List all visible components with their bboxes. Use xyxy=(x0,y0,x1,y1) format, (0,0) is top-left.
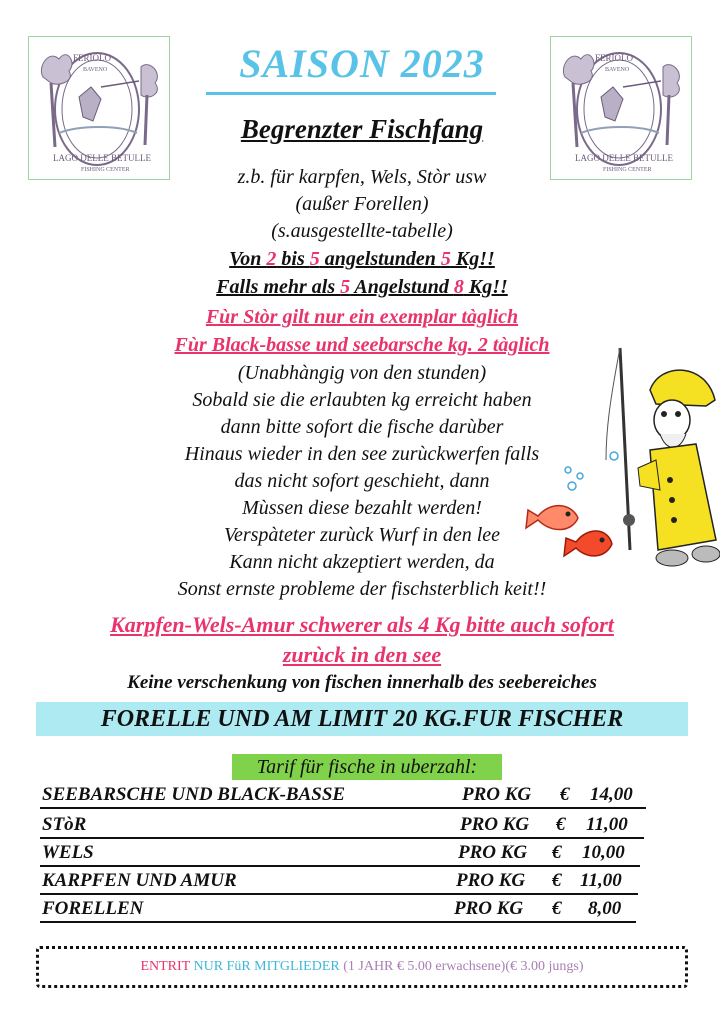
rule-5-text-c: Angelstund xyxy=(350,276,454,298)
fish-icon xyxy=(564,531,612,556)
row-divider xyxy=(40,807,646,809)
rule-line-7: Fùr Black-basse und seebarsche kg. 2 tàglich xyxy=(174,334,550,356)
rule-line-16: Sonst ernste probleme der fischsterblich keit!! xyxy=(177,578,547,600)
limit-banner: FORELLE UND AM LIMIT 20 KG.FUR FISCHER xyxy=(36,702,688,736)
rain-hat-icon xyxy=(650,370,715,406)
footer-members-only: NUR FüR MITGLIEDER xyxy=(189,959,340,974)
fish-icon xyxy=(526,506,578,530)
rule-line-8: (Unabhàngig von den stunden) xyxy=(237,362,487,384)
rule-line-13: Mùssen diese bezahlt werden! xyxy=(242,497,482,519)
rule-line-9: Sobald sie die erlaubten kg erreicht haben xyxy=(192,389,532,411)
price-row-unit: PRO KG xyxy=(460,814,530,835)
rule-line-18: zurùck in den see xyxy=(282,642,442,667)
tarif-heading: Tarif für fische in uberzahl: xyxy=(232,754,502,780)
page-subtitle: Begrenzter Fischfang xyxy=(240,114,484,144)
price-row-unit: PRO KG xyxy=(458,842,528,863)
price-row-unit: PRO KG xyxy=(456,870,526,891)
price-row-name: SEEBARSCHE UND BLACK-BASSE xyxy=(42,784,346,805)
rule-5-number-hours: 5 xyxy=(340,276,351,298)
rule-5-text-a: Falls mehr als xyxy=(216,276,341,298)
price-row-price: 14,00 xyxy=(590,784,633,805)
price-row-name: FORELLEN xyxy=(42,898,144,919)
rule-line-2: (außer Forellen) xyxy=(295,193,429,215)
price-row-name: WELS xyxy=(42,842,94,863)
svg-text:FISHING CENTER: FISHING CENTER xyxy=(81,167,130,173)
price-row-currency: € xyxy=(552,898,562,919)
rule-4-number-kg: 5 xyxy=(440,248,451,270)
rule-line-12: das nicht sofort geschieht, dann xyxy=(234,470,490,492)
fisherman-illustration xyxy=(510,340,720,570)
rule-line-1: z.b. für karpfen, Wels, Stòr usw xyxy=(237,166,487,188)
row-divider xyxy=(40,921,636,923)
rule-line-17: Karpfen-Wels-Amur schwerer als 4 Kg bitte auch sofort xyxy=(110,612,614,637)
svg-text:FERIOLO: FERIOLO xyxy=(73,53,111,63)
price-row-currency: € xyxy=(552,842,562,863)
rule-line-19: Keine verschenkung von fischen innerhalb des seebereiches xyxy=(127,672,597,693)
footer-prices: (1 JAHR € 5.00 erwachsene)(€ 3.00 jungs) xyxy=(339,959,584,974)
rule-line-10: dann bitte sofort die fische darùber xyxy=(220,416,504,438)
svg-text:LAGO DELLE BETULLE: LAGO DELLE BETULLE xyxy=(575,153,673,163)
bubble-icon xyxy=(568,482,576,490)
rule-line-11: Hinaus wieder in den see zurùckwerfen falls xyxy=(184,443,540,465)
rule-5-text-e: Kg!! xyxy=(463,276,508,298)
svg-text:FERIOLO: FERIOLO xyxy=(595,53,633,63)
footer-entry-label: ENTRIT xyxy=(140,959,190,974)
svg-text:BAVENO: BAVENO xyxy=(83,67,108,73)
rule-line-6: Fùr Stòr gilt nur ein exemplar tàglich xyxy=(205,306,519,328)
price-row-name: KARPFEN UND AMUR xyxy=(42,870,237,891)
rule-4-text-g: Kg!! xyxy=(450,248,495,270)
row-divider xyxy=(40,865,640,867)
membership-footer xyxy=(36,946,688,988)
rule-line-5 xyxy=(0,276,724,299)
svg-text:LAGO DELLE BETULLE: LAGO DELLE BETULLE xyxy=(53,153,151,163)
rule-4-number-min-hours: 2 xyxy=(266,248,277,270)
rule-line-15: Kann nicht akzeptiert werden, da xyxy=(229,551,495,573)
rule-line-3: (s.ausgestellte-tabelle) xyxy=(271,220,453,242)
price-row-name: STòR xyxy=(42,814,87,835)
rule-4-number-max-hours: 5 xyxy=(309,248,320,270)
svg-text:FISHING CENTER: FISHING CENTER xyxy=(603,167,652,173)
price-row-unit: PRO KG xyxy=(462,784,532,805)
title-underline xyxy=(206,92,496,95)
price-row-currency: € xyxy=(552,870,562,891)
rule-4-text-c: bis xyxy=(276,248,310,270)
row-divider xyxy=(40,893,638,895)
raincoat-icon xyxy=(650,444,716,550)
rule-4-text-e: angelstunden xyxy=(319,248,441,270)
price-row-price: 11,00 xyxy=(586,814,628,835)
svg-text:BAVENO: BAVENO xyxy=(605,67,630,73)
rule-5-number-kg: 8 xyxy=(453,276,464,298)
rule-line-14: Verspàteter zurùck Wurf in den lee xyxy=(223,524,501,546)
price-row-unit: PRO KG xyxy=(454,898,524,919)
rule-line-4 xyxy=(0,248,724,271)
price-row-currency: € xyxy=(556,814,566,835)
price-row-currency: € xyxy=(560,784,570,805)
page-title: SAISON 2023 xyxy=(239,41,485,86)
price-row-price: 10,00 xyxy=(582,842,625,863)
rule-4-text-a: Von xyxy=(229,248,267,270)
row-divider xyxy=(40,837,644,839)
price-row-price: 8,00 xyxy=(588,898,622,919)
price-row-price: 11,00 xyxy=(580,870,622,891)
